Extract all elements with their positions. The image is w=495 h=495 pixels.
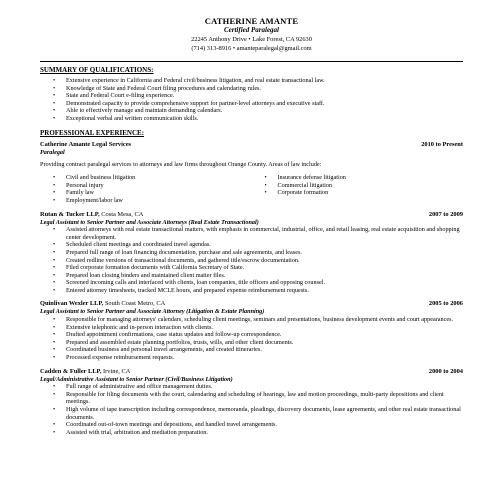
company-location: South Coast Metro, CA [103, 300, 166, 308]
company-label: Rutan & Tucker LLP, [40, 210, 100, 218]
list-item: • Demonstrated capacity to provide comprehensive support for partner-level attorneys and executive staff. [40, 100, 463, 108]
summary-list [40, 77, 463, 123]
resume-header [40, 17, 463, 53]
list-item: • Civil and business litigation [40, 174, 252, 182]
list-item: • Personal injury [40, 182, 252, 190]
practice-areas [40, 174, 463, 204]
candidate-contact: (714) 313-8916 • amanteparalegal@gmail.com [191, 45, 312, 52]
list-item: • Prepared and assembled estate planning portfolios, trusts, wills, and other client documents. [40, 339, 463, 347]
practice-areas-left [40, 174, 252, 204]
job-duties [40, 316, 463, 362]
job-description: Providing contract paralegal services to attorneys and law firms throughout Orange County. Areas of law include: [40, 161, 322, 169]
list-item: • Commercial litigation [252, 182, 464, 190]
list-item: • Coordinated business and personal travel arrangements, and created itineraries. [40, 346, 463, 354]
list-item: • Assisted with trial, arbitration and mediation preparation. [40, 429, 463, 437]
company-location: Irvine, CA [101, 367, 131, 375]
list-item: • Corporate formation [252, 189, 464, 197]
list-item: • Prepared loan closing binders and maintained client matter files. [40, 272, 463, 280]
job-dates: 2000 to 2004 [428, 367, 463, 375]
job-header [40, 211, 463, 219]
list-item: • Extensive telephonic and in-person interaction with clients. [40, 324, 463, 332]
experience-heading: PROFESSIONAL EXPERIENCE: [40, 128, 145, 137]
list-item: • Coordinated out-of-town meetings and depositions, and handled travel arrangements. [40, 421, 463, 429]
list-item: • Exceptional verbal and written communication skills. [40, 115, 463, 123]
job-entry [40, 141, 463, 205]
list-item: • Employment/labor law [40, 197, 252, 205]
job-title: Legal Assistant to Senior Partner and Associate Attorneys (Real Estate Transactional) [40, 218, 259, 226]
job-dates: 2007 to 2009 [428, 210, 463, 218]
job-header [40, 300, 463, 308]
company-name [40, 368, 130, 376]
candidate-address: 22245 Anthony Drive • Lake Forest, CA 92630 [191, 36, 312, 43]
list-item: • Family law [40, 189, 252, 197]
header-divider [40, 61, 463, 62]
list-item: • Responsible for managing attorneys' calendars, scheduling client meetings, seminars and presentations, business development events and court appearances. [40, 316, 463, 324]
list-item: • Entered attorney timesheets, tracked MCLE hours, and prepared expense reimbursement requests. [40, 287, 463, 295]
company-name [40, 211, 143, 219]
list-item: • Responsible for filing documents with the court, calendaring and scheduling of hearings, law and motion proceedings, multi-party depositions and client meetings. [40, 391, 463, 406]
job-dates: 2010 to Present [421, 140, 463, 148]
job-title: Paralegal [40, 148, 65, 156]
company-name: Catherine Amante Legal Services [40, 140, 132, 148]
job-duties [40, 226, 463, 294]
job-duties [40, 383, 463, 436]
candidate-title: Certified Paralegal [223, 26, 280, 34]
job-title: Legal Assistant to Senior Partner and Associate Attorney (Litigation & Estate Planning) [40, 308, 265, 316]
list-item: • Filed corporate formation documents with California Secretary of State. [40, 264, 463, 272]
list-item: • Knowledge of State and Federal Court filing procedures and calendaring rules. [40, 85, 463, 93]
job-title: Legal/Administrative Assistant to Senior Partner (Civil/Business Litigation) [40, 375, 233, 383]
candidate-name: CATHERINE AMANTE [204, 16, 299, 26]
company-location: Costa Mesa, CA [99, 210, 144, 218]
company-name [40, 300, 165, 308]
list-item: • Scheduled client meetings and coordinated travel agendas. [40, 241, 463, 249]
list-item: • Processed expense reimbursement requests. [40, 354, 463, 362]
company-label: Quinlivan Wexler LLP, [40, 300, 104, 308]
list-item: • Drafted appointment confirmations, case status updates and follow-up correspondence. [40, 331, 463, 339]
list-item: • High volume of tape transcription including correspondence, memoranda, pleadings, discovery documents, lease agreements, and other real estate transactional documents. [40, 406, 463, 421]
list-item: • State and Federal Court e-filing experience. [40, 92, 463, 100]
job-entry [40, 211, 463, 295]
job-dates: 2005 to 2006 [428, 300, 463, 308]
job-entry [40, 300, 463, 361]
job-entry [40, 368, 463, 437]
list-item: • Created redline versions of transactional documents, and gathered title/escrow documentation. [40, 257, 463, 265]
list-item: • Extensive experience in California and Federal civil/business litigation, and real estate transactional law. [40, 77, 463, 85]
job-header [40, 368, 463, 376]
list-item: • Full range of administrative and office management duties. [40, 383, 463, 391]
job-header [40, 141, 463, 149]
list-item: • Able to effectively manage and maintain demanding calendars. [40, 107, 463, 115]
summary-heading: SUMMARY OF QUALIFICATIONS: [40, 66, 154, 74]
practice-areas-right [252, 174, 464, 204]
list-item: • Screened incoming calls and interfaced with clients, loan companies, title officers and opposing counsel. [40, 279, 463, 287]
list-item: • Prepared full range of loan financing documentation, purchase and sale agreements, and leases. [40, 249, 463, 257]
list-item: • Assisted attorneys with real estate transactional matters, with emphasis in commercial, industrial, office, and retail leasing, real estate acquisition and shopping center development. [40, 226, 463, 241]
company-label: Cadden & Fuller LLP, [40, 367, 102, 375]
list-item: • Insurance defense litigation [252, 174, 464, 182]
